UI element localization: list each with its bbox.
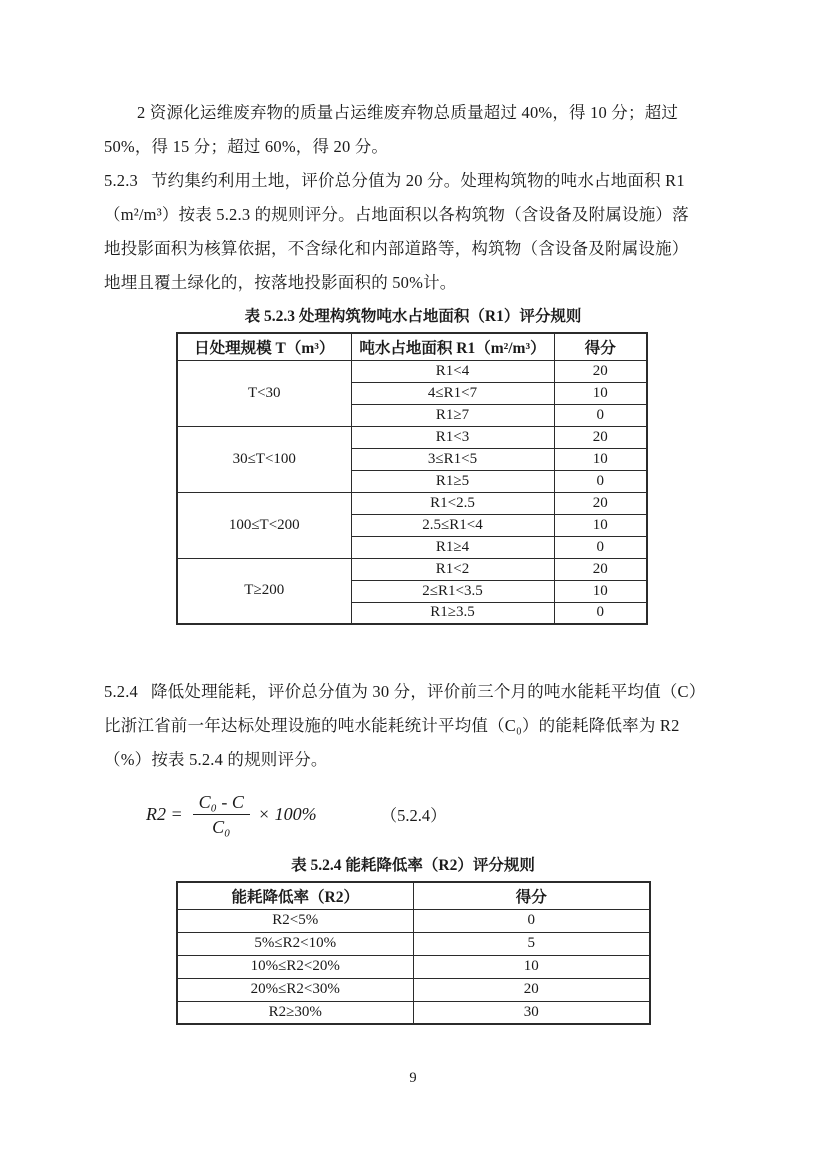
score-cell: 20 (413, 978, 650, 1001)
score-cell: 20 (554, 426, 647, 448)
formula-denominator: C₀ (193, 814, 250, 837)
score-cell: 0 (554, 602, 647, 624)
paragraph-line: 地埋且覆土绿化的，按落地投影面积的 50%计。 (104, 273, 457, 292)
score-cell: 30 (413, 1001, 650, 1024)
formula-fraction (193, 792, 250, 837)
paragraph-clause-524 (104, 675, 726, 777)
score-cell: 0 (554, 536, 647, 558)
formula-multiplier: × 100% (257, 803, 317, 824)
column-header-area-per-ton: 吨水占地面积 R1（m²/m³） (351, 333, 554, 360)
area-cell: R1<2 (351, 558, 554, 580)
formula-numerator: C₀ - C (198, 791, 244, 812)
paragraph-line: 地投影面积为核算依据，不含绿化和内部道路等，构筑物（含设备及附属设施） (104, 239, 689, 258)
column-header-score: 得分 (554, 333, 647, 360)
table-row (177, 932, 650, 955)
score-cell: 10 (554, 514, 647, 536)
table-row (177, 426, 647, 448)
score-cell: 10 (554, 580, 647, 602)
rate-cell: R2≥30% (177, 1001, 413, 1024)
area-cell: R1≥5 (351, 470, 554, 492)
page-number: 9 (409, 1070, 417, 1086)
area-cell: 3≤R1<5 (351, 448, 554, 470)
area-cell: 2.5≤R1<4 (351, 514, 554, 536)
score-cell: 0 (554, 470, 647, 492)
paragraph-line: 比浙江省前一年达标处理设施的吨水能耗统计平均值（C₀）的能耗降低率为 R2 (104, 716, 680, 735)
paragraph-clause-523 (104, 164, 726, 300)
area-cell: 4≤R1<7 (351, 382, 554, 404)
area-cell: R1≥4 (351, 536, 554, 558)
table-row (177, 955, 650, 978)
paragraph-line: 5.2.4 降低处理能耗，评价总分值为 30 分，评价前三个月的吨水能耗平均值（C） (104, 682, 706, 701)
table-row (177, 978, 650, 1001)
table-header-row (177, 333, 647, 360)
paragraph-line: （%）按表 5.2.4 的规则评分。 (104, 750, 328, 769)
table-row (177, 909, 650, 932)
table-523 (176, 332, 648, 625)
column-header-energy-reduction: 能耗降低率（R2） (177, 882, 413, 909)
score-cell: 10 (554, 382, 647, 404)
table-header-row (177, 882, 650, 909)
score-cell: 5 (413, 932, 650, 955)
table-row (177, 492, 647, 514)
score-cell: 0 (554, 404, 647, 426)
column-header-daily-scale: 日处理规模 T（m³） (177, 333, 351, 360)
paragraph-line: （m²/m³）按表 5.2.3 的规则评分。占地面积以各构筑物（含设备及附属设施）落 (104, 205, 689, 224)
table-523-title: 表 5.2.3 处理构筑物吨水占地面积（R1）评分规则 (244, 308, 582, 325)
area-cell: R1<3 (351, 426, 554, 448)
score-cell: 0 (413, 909, 650, 932)
area-cell: R1≥3.5 (351, 602, 554, 624)
table-524-title: 表 5.2.4 能耗降低率（R2）评分规则 (291, 857, 535, 874)
equation-number: （5.2.4） (380, 806, 447, 825)
area-cell: 2≤R1<3.5 (351, 580, 554, 602)
column-header-score: 得分 (413, 882, 650, 909)
rate-cell: 5%≤R2<10% (177, 932, 413, 955)
score-cell: 10 (413, 955, 650, 978)
score-cell: 20 (554, 360, 647, 382)
table-row (177, 360, 647, 382)
area-cell: R1≥7 (351, 404, 554, 426)
area-cell: R1<2.5 (351, 492, 554, 514)
formula-524 (146, 785, 726, 843)
scale-group-cell: 100≤T<200 (177, 492, 351, 558)
paragraph-line: 2 资源化运维废弃物的质量占运维废弃物总质量超过 40%，得 10 分；超过 (137, 103, 679, 122)
area-cell: R1<4 (351, 360, 554, 382)
rate-cell: 20%≤R2<30% (177, 978, 413, 1001)
scale-group-cell: 30≤T<100 (177, 426, 351, 492)
rate-cell: 10%≤R2<20% (177, 955, 413, 978)
scale-group-cell: T<30 (177, 360, 351, 426)
page-content (104, 96, 726, 1025)
rate-cell: R2<5% (177, 909, 413, 932)
paragraph-line: 50%，得 15 分；超过 60%，得 20 分。 (104, 137, 389, 156)
scale-group-cell: T≥200 (177, 558, 351, 624)
score-cell: 20 (554, 492, 647, 514)
paragraph-line: 5.2.3 节约集约利用土地，评价总分值为 20 分。处理构筑物的吨水占地面积 R1 (104, 171, 685, 190)
table-row (177, 558, 647, 580)
score-cell: 10 (554, 448, 647, 470)
formula-lhs: R2 = (146, 803, 183, 824)
score-cell: 20 (554, 558, 647, 580)
paragraph-resource-recovery (104, 96, 726, 164)
formula-expression (146, 792, 317, 837)
table-row (177, 1001, 650, 1024)
table-524 (176, 881, 651, 1025)
